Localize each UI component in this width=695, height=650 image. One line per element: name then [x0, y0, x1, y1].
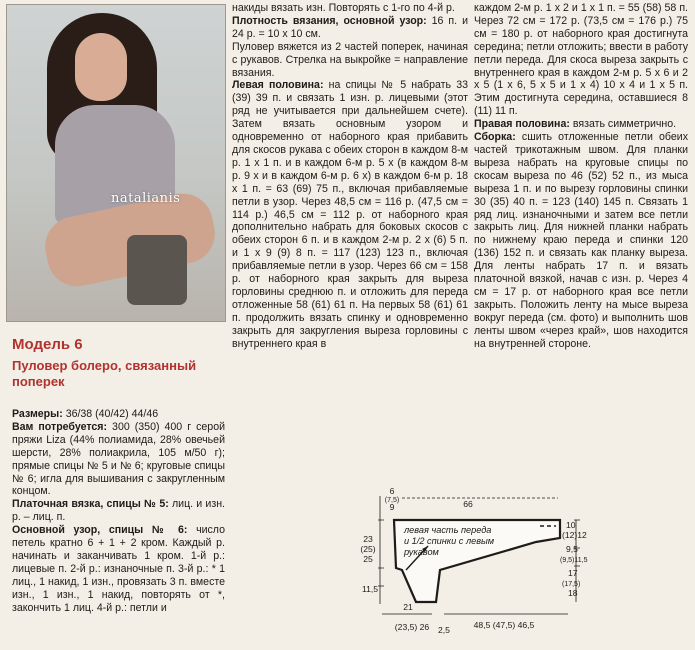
text-column-2 [232, 2, 468, 350]
left-half-text: на спицы № 5 набрать 33 (39) 39 п. и связать 1 изн. р. лицевыми (этот ряд не учитывается при дальнейшем счете). Затем вязать основным узором и одновременно от наборного края прибавить для скосов рукава с обеих сторон в каждом 8-м р. 1 х 1 п. и в каждом 6-м р. 5 х (в каждом 8-м р. 9 х и в каждом 6-м р. 6 х) в каждом 6-м р. 18 х 1 п. = 63 (69) 75 п., включая прибавляемые петли в узор. Через 48,5 см = 116 р. (47,5 см = 114 р.) 46,5 см = 112 р. от наборного края дополнительно набрать для боковых скосов с обеих сторон 6 п. и в каждом 2-м р. 2 х (6) 5 п. и 1 х 9 (9) 8 п. = 117 (123) 123 п., включая прибавляемые петли в узор. Через 66 см = 158 р. от наборного края закрыть для выреза горловины среднюю п. и отложить для переда отложенные 58 (61) 61 п. На первых 58 (61) 61 п. продолжить вязать спинку и одновременно закрыть для закругления выреза горловины с внутреннего края в [232, 79, 468, 350]
materials-label: Вам потребуется: [12, 420, 107, 433]
dim-right-2: (12)12 [562, 530, 587, 540]
pattern-schematic [340, 486, 590, 646]
dim-a-2: (7,5) [384, 497, 400, 504]
model-subtitle: Пуловер болеро, связанный поперек [12, 358, 197, 389]
dim-a-1: 6 [389, 486, 395, 496]
dim-left-1: 23 [363, 534, 373, 544]
dim-right-4: (9,5)11,5 [560, 557, 588, 564]
assembly-label: Сборка: [474, 131, 516, 144]
sizes-value: 36/38 (40/42) 44/46 [65, 408, 159, 420]
caption-line-1: левая часть переда [404, 525, 492, 535]
photo-face [75, 33, 127, 101]
dim-right-3: 9,5 [566, 544, 578, 554]
dim-right-7: 18 [568, 588, 578, 598]
materials-text: 300 (350) 400 г серой пряжи Liza (44% полиамида, 28% овечьей шерсти, 28% полиакрила, 105 м/50 г); прямые спицы № 5 и № 6; круговые спицы № 6; игла для вышивания с закругленным концом. [12, 420, 226, 498]
dim-top: 66 [463, 499, 473, 509]
dim-right-6: (17,5) [562, 581, 581, 588]
dim-left-3: 25 [363, 554, 373, 564]
dim-bottom-4: 48,5 (47,5) 46,5 [473, 620, 535, 630]
dim-bottom-3: 2,5 [438, 625, 450, 635]
main-pattern-label: Основной узор, спицы № 6: [12, 524, 188, 537]
dim-a-3: 9 [389, 502, 395, 512]
dim-left-2: (25) [360, 544, 376, 554]
dim-left-4: 11,5 [361, 584, 379, 594]
right-half-text: вязать симметрично. [572, 118, 677, 131]
dim-right-5: 17 [568, 568, 578, 578]
density-label: Плотность вязания, основной узор: [232, 14, 427, 27]
garter-text: лиц. и изн. р. – лиц. п. [12, 498, 225, 524]
text-column-1 [12, 408, 225, 615]
photo-watermark: natalianis [111, 191, 181, 206]
right-half-label: Правая половина: [474, 118, 570, 131]
left-half-label: Левая половина: [232, 79, 324, 92]
model-title: Модель 6 [12, 336, 83, 353]
pattern-continued: накиды вязать изн. Повторять с 1-го по 4-й р. [232, 2, 455, 14]
density-text: 16 п. и 24 р. = 10 х 10 см. [232, 14, 468, 40]
assembly-text: сшить отложенные петли обеих частей трикотажным швом. Для планки выреза набрать на круговые спицы по скосам выреза по 46 (52) 52 п., из мыса выреза 1 п. и по вырезу горловины спинки 30 (35) 40 п. = 123 (140) 145 п. Связать 1 ряд лиц. изнаночными и затем все петли закрыть лиц. Для нижней планки набрать по нижнему краю переда и спинки 120 (136) 152 п. и связать как планку выреза. Для ленты набрать 17 п. и вязать платочной вязкой, начав с изн. р. Через 4 см = 17 р. от наборного края все петли закрыть. Положить ленту на мысе выреза вокруг переда (см. фото) и выполнить шов ленты швом «через край», шов находится на внутренней стороне. [474, 131, 688, 350]
caption-line-2: и 1/2 спинки с левым [404, 536, 495, 546]
caption-line-3: рукавом [404, 547, 439, 557]
garter-label: Платочная вязка, спицы № 5: [12, 498, 169, 511]
sizes-label: Размеры: [12, 408, 63, 420]
main-pattern-text: число петель кратно 6 + 1 + 2 кром. Каждый р. начинать и заканчивать 1 кром. 1-й р.: лицевые п. 2-й р.: изнаночные п. 3-й р.: * 1 лиц., 1 накид, 1 изн., провязать 3 п. вместе изн., 1 изн., 1 накид, повторять от *, закончить 1 лиц. 4-й р.: петли и [12, 524, 225, 614]
construction-text: Пуловер вяжется из 2 частей поперек, начиная с рукавов. Стрелка на выкройке = направление вязания. [232, 40, 468, 79]
text-column-3 [474, 2, 688, 350]
dim-right-1: 10 [566, 520, 576, 530]
left-half-continued: каждом 2-м р. 1 х 2 и 1 х 1 п. = 55 (58) 58 п. Через 72 см = 172 р. (73,5 см = 176 р.) 75 см = 180 р. от наборного края достигнута середина; петли отложить; ввести в работу петли переда. Для скоса выреза закрыть с внутреннего края в каждом 2-м р. 5 х 6 и 2 х 5 (1 х 6, 5 х 5 и 1 х 4) 10 х 4 и 1 х 5 п. Этим достигнута середина, оставшиеся 8 (11) 11 п. [474, 2, 688, 118]
photo-boots [127, 235, 187, 305]
model-photo [6, 4, 226, 322]
dim-bottom-1: 21 [403, 602, 413, 612]
dim-bottom-2: (23,5) 26 [394, 622, 430, 632]
